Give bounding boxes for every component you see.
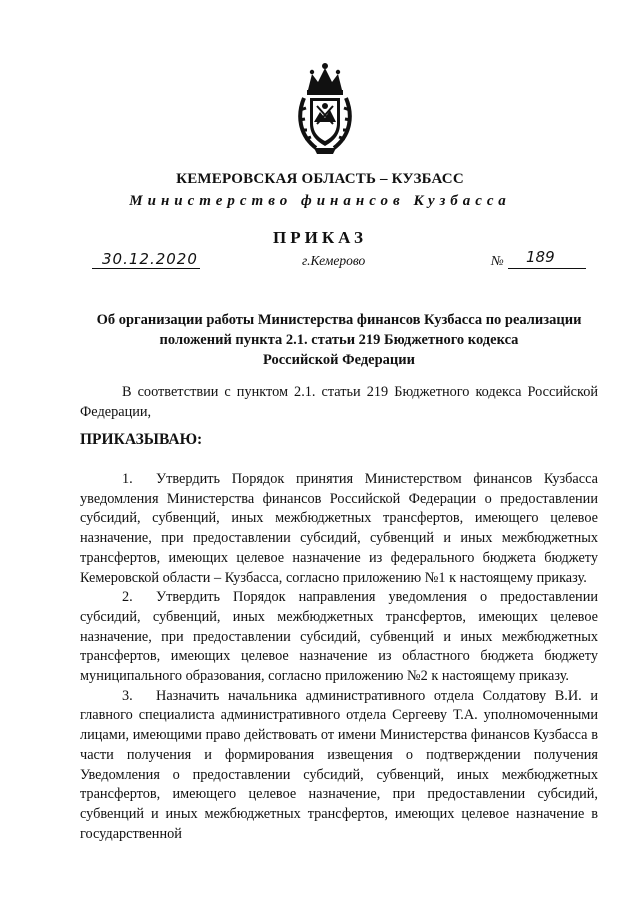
order-item-text: Утвердить Порядок принятия Министерством финансов Кузбасса уведомления Министерства финансов Российской Федерации о предоставлении субсидий, субвенций, иных межбюджетных трансфертов, имеющего целевое назначение, при предоставлении субсидий, субвенций и иных межбюджетных трансфертов, имеющих целевое назначение из федерального бюджета бюджету Кемеровской области – Кузбасса, согласно приложению №1 к настоящему приказу. [80,471,598,586]
order-item-number: 2. [122,589,133,606]
order-title-line: Российской Федерации [262,352,415,368]
order-city: г.Кемерово [302,253,366,268]
order-items [80,470,598,844]
order-title [78,310,600,370]
document-type-heading: ПРИКАЗ [273,228,367,247]
order-title-line: положений пункта 2.1. статьи 219 Бюджетного кодекса [159,332,519,348]
order-item-number: 1. [122,471,133,487]
date-underline [92,268,200,269]
order-item-text: Назначить начальника административного отдела Солдатову В.И. и главного специалиста административного отдела Сергееву Т.А. уполномоченными лицами, имеющими право действовать от имени Министерства финансов Кузбасса в части получения и формирования извещения о подтверждении получения Уведомления о предоставлении субсидий, субвенций, иных межбюджетных трансфертов, имеющего целевое назначение, при предоставлении субсидий, субвенций и иных межбюджетных трансфертов, имеющих целевое назначение в государственной [80,687,598,842]
order-item [80,687,598,845]
order-date: 30.12.2020 [102,250,198,268]
order-item [80,470,598,588]
kuzbass-coat-of-arms-icon [296,60,354,158]
number-underline [508,268,586,269]
order-item-text: Утвердить Порядок направления уведомления о предоставлении субсидий, субвенций, иных межбюджетных трансфертов, имеющих целевое назначение, при предоставлении субсидий, субвенций и иных межбюджетных трансфертов, имеющих целевое назначение из областного бюджета бюджету муниципального образования, согласно приложению №2 к настоящему приказу. [80,589,598,685]
ministry-heading: Министерство финансов Кузбасса [129,193,511,209]
order-number-label: № [491,253,504,268]
order-item-number: 3. [122,687,133,704]
order-number: 189 [526,248,555,266]
order-directive-heading: ПРИКАЗЫВАЮ: [80,431,203,448]
order-title-line: Об организации работы Министерства финансов Кузбасса по реализации [96,312,582,328]
region-heading: КЕМЕРОВСКАЯ ОБЛАСТЬ – КУЗБАСС [176,171,464,187]
preamble-paragraph: В соответствии с пунктом 2.1. статьи 219 Бюджетного кодекса Российской Федерации, [80,384,598,420]
order-item [80,588,598,687]
